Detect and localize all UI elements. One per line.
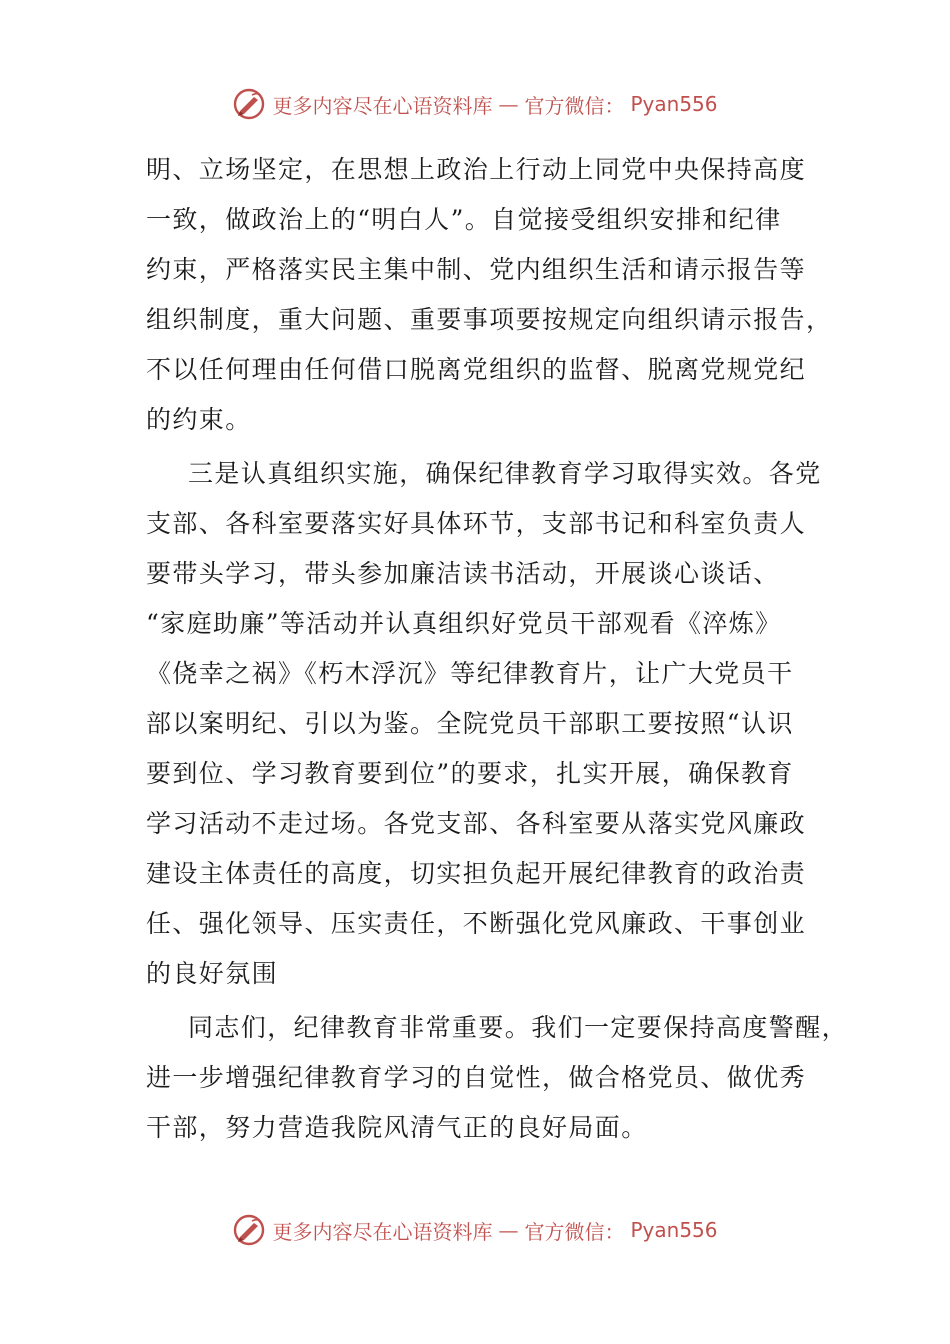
banner-wechat-label: 官方微信： [524, 93, 625, 118]
banner-dash: — [498, 1218, 519, 1242]
footer-banner [0, 1210, 950, 1250]
text-line: 学习活动不走过场。各党支部、各科室要从落实党风廉政 [146, 809, 807, 838]
text-line: 同志们，纪律教育非常重要。我们一定要保持高度警醒， [188, 1013, 849, 1042]
paragraph-1 [146, 145, 833, 445]
text-line: 干部，努力营造我院风清气正的良好局面。 [146, 1113, 648, 1142]
banner-site-text: 更多内容尽在心语资料库 [272, 1219, 493, 1244]
pen-logo-icon [232, 1213, 266, 1247]
text-line: 明、立场坚定，在思想上政治上行动上同党中央保持高度 [146, 155, 807, 184]
text-line: 三是认真组织实施，确保纪律教育学习取得实效。各党 [188, 459, 822, 488]
text-line: 《侥幸之祸》《朽木浮沉》等纪律教育片，让广大党员干 [146, 659, 794, 688]
pen-logo-icon [232, 87, 266, 121]
text-line: 要到位、学习教育要到位”的要求，扎实开展，确保教育 [146, 759, 794, 788]
text-line: 部以案明纪、引以为鉴。全院党员干部职工要按照“认识 [146, 709, 794, 738]
text-line: 任、强化领导、压实责任，不断强化党风廉政、干事创业 [146, 909, 807, 938]
text-line: 进一步增强纪律教育学习的自觉性，做合格党员、做优秀 [146, 1063, 807, 1092]
text-line: 的约束。 [146, 405, 252, 434]
text-line: 的良好氛围 [146, 959, 279, 988]
banner-wechat-label: 官方微信： [524, 1219, 625, 1244]
banner-dash: — [498, 92, 519, 116]
document-body [146, 145, 849, 1153]
banner-site-text: 更多内容尽在心语资料库 [272, 93, 493, 118]
text-line: 建设主体责任的高度，切实担负起开展纪律教育的政治责 [146, 859, 807, 888]
banner-wechat-id: Pyan556 [630, 92, 718, 116]
text-line: 组织制度，重大问题、重要事项要按规定向组织请示报告， [146, 305, 833, 334]
text-line: 约束，严格落实民主集中制、党内组织生活和请示报告等 [146, 255, 807, 284]
text-line: 不以任何理由任何借口脱离党组织的监督、脱离党规党纪 [146, 355, 807, 384]
paragraph-3 [146, 1003, 849, 1153]
text-line: “家庭助廉”等活动并认真组织好党员干部观看《淬炼》 [146, 609, 782, 638]
text-line: 要带头学习，带头参加廉洁读书活动，开展谈心谈话、 [146, 559, 780, 588]
banner-wechat-id: Pyan556 [630, 1218, 718, 1242]
text-line: 一致，做政治上的“明白人”。自觉接受组织安排和纪律 [146, 205, 782, 234]
paragraph-2 [146, 449, 822, 999]
text-line: 支部、各科室要落实好具体环节，支部书记和科室负责人 [146, 509, 807, 538]
header-banner [0, 84, 950, 124]
